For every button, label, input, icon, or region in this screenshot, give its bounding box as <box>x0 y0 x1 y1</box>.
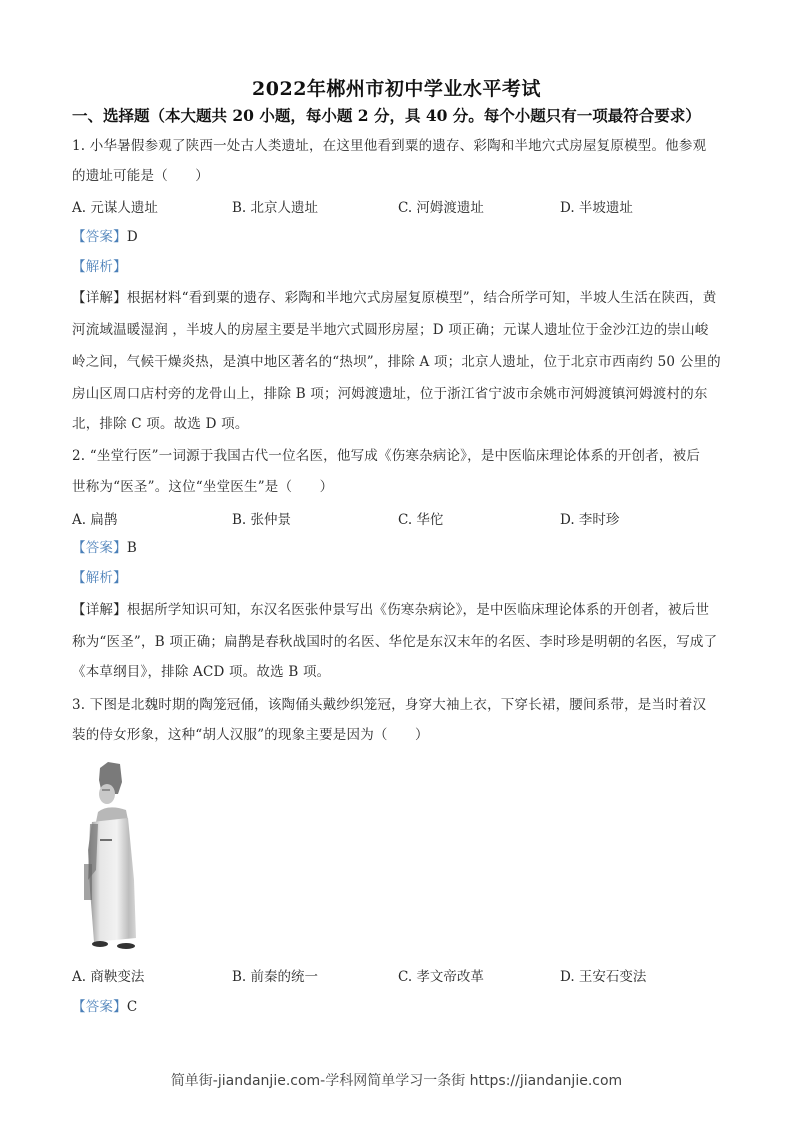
q1-option-d: D. 半坡遗址 <box>560 200 633 216</box>
q3-option-b: B. 前秦的统一 <box>232 969 319 985</box>
answer-value: B <box>126 540 137 556</box>
watermark-footer: 简单街-jiandanjie.com-学科网简单学习一条街 https://jiandanjie.com <box>170 1073 623 1089</box>
q3-stem-line-1: 3. 下图是北魏时期的陶笼冠俑，该陶俑头戴纱织笼冠，身穿大袖上衣，下穿长裙，腰间系带，是当时着汉 <box>72 697 707 713</box>
q1-analysis <box>72 257 732 277</box>
q2-options <box>72 508 732 528</box>
analysis-label: 【解析】 <box>72 570 127 586</box>
figurine-illustration <box>78 760 148 955</box>
q1-option-b: B. 北京人遗址 <box>232 200 319 216</box>
q1-detail-line-1: 【详解】根据材料“看到粟的遗存、彩陶和半地穴式房屋复原模型”，结合所学可知，半坡人生活在陕西，黄 <box>72 290 717 306</box>
q1-options <box>72 196 732 216</box>
q2-answer <box>72 538 732 558</box>
analysis-label: 【解析】 <box>72 259 127 275</box>
answer-label: 【答案】 <box>72 999 127 1015</box>
page-title: 2022年郴州市初中学业水平考试 <box>252 78 541 100</box>
q1-answer <box>72 227 732 247</box>
q2-detail-line-1: 【详解】根据所学知识可知，东汉名医张仲景写出《伤寒杂病论》，是中医临床理论体系的开创者，被后世 <box>72 602 710 618</box>
q2-stem-line-1: 2. “坐堂行医”一词源于我国古代一位名医，他写成《伤寒杂病论》，是中医临床理论体系的开创者，被后 <box>72 448 701 464</box>
q1-option-c: C. 河姆渡遗址 <box>398 200 484 216</box>
detail-label: 【详解】 <box>72 602 127 618</box>
q2-option-d: D. 李时珍 <box>560 512 620 528</box>
section-heading: 一、选择题（本大题共 20 小题，每小题 2 分，具 40 分。每个小题只有一项最符合要求） <box>72 106 701 125</box>
q3-answer <box>72 997 732 1017</box>
q2-option-c: C. 华佗 <box>398 512 444 528</box>
q3-option-c: C. 孝文帝改革 <box>398 969 484 985</box>
q1-detail-line-4: 房山区周口店村旁的龙骨山上，排除 B 项；河姆渡遗址，位于浙江省宁波市余姚市河姆渡镇河姆渡村的东 <box>72 386 708 402</box>
q1-detail-line-3: 岭之间，气候干燥炎热，是滇中地区著名的“热坝”，排除 A 项；北京人遗址，位于北京市西南约 50 公里的 <box>72 354 721 370</box>
pottery-figurine-image <box>78 760 148 955</box>
q3-options <box>72 965 732 985</box>
q2-detail-line-2: 称为“医圣”，B 项正确；扁鹊是春秋战国时的名医、华佗是东汉末年的名医、李时珍是明朝的名医，写成了 <box>72 634 718 650</box>
q3-option-d: D. 王安石变法 <box>560 969 647 985</box>
q2-option-a: A. 扁鹊 <box>72 512 118 528</box>
q2-option-b: B. 张仲景 <box>232 512 292 528</box>
q1-option-a: A. 元谋人遗址 <box>72 200 158 216</box>
q2-detail-line-3: 《本草纲目》，排除 ACD 项。故选 B 项。 <box>72 664 331 680</box>
q1-detail-line-5: 北，排除 C 项。故选 D 项。 <box>72 416 249 432</box>
q2-stem-line-2: 世称为“医圣”。这位“坐堂医生”是（ ） <box>72 479 334 495</box>
q1-detail-line-2: 河流域温暖湿润 ，半坡人的房屋主要是半地穴式圆形房屋；D 项正确；元谋人遗址位于金沙江边的崇山峻 <box>72 322 709 338</box>
answer-value: C <box>126 999 138 1015</box>
q2-analysis <box>72 568 732 588</box>
q3-stem-line-2: 装的侍女形象，这种“胡人汉服”的现象主要是因为（ ） <box>72 727 429 743</box>
answer-value: D <box>126 229 138 245</box>
answer-label: 【答案】 <box>72 229 127 245</box>
detail-label: 【详解】 <box>72 290 127 306</box>
answer-label: 【答案】 <box>72 540 127 556</box>
q3-option-a: A. 商鞅变法 <box>72 969 145 985</box>
q1-stem-line-1: 1. 小华暑假参观了陕西一处古人类遗址，在这里他看到粟的遗存、彩陶和半地穴式房屋复原模型。他参观 <box>72 138 707 154</box>
q1-stem-line-2: 的遗址可能是（ ） <box>72 168 209 184</box>
